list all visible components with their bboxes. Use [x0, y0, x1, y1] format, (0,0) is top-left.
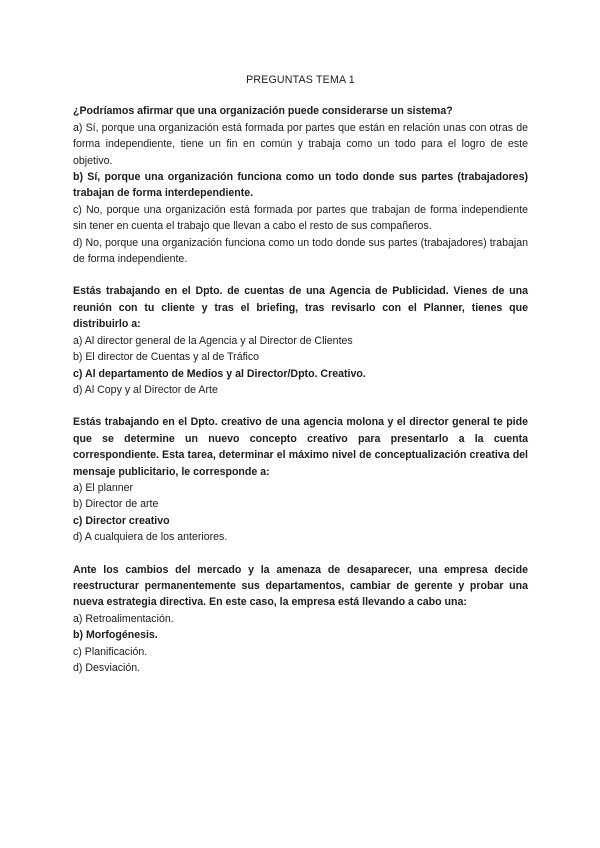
question-stem: Ante los cambios del mercado y la amenaza de desaparecer, una empresa decide reestructurar permanentemente sus departamentos, cambiar de gerente y probar una nueva estrategia directiva. En este caso, la empresa está llevando a cabo una:: [73, 563, 528, 609]
answer-option-b: b) Director de arte: [73, 498, 159, 511]
question-2: [73, 283, 528, 398]
answer-option-b-correct: b) Sí, porque una organización funciona como un todo donde sus partes (trabajadores) trabajan de forma interdependiente.: [73, 171, 528, 200]
question-3: [73, 414, 528, 545]
answer-option-c: c) Planificación.: [73, 645, 148, 658]
question-4: [73, 562, 528, 677]
answer-option-d: d) A cualquiera de los anteriores.: [73, 531, 228, 544]
question-stem: Estás trabajando en el Dpto. de cuentas de una Agencia de Publicidad. Vienes de una reunión con tu cliente y tras el briefing, tras revisarlo con el Planner, tienes que distribuirlo a:: [73, 285, 528, 331]
question-1: [73, 103, 528, 267]
answer-option-a: a) Al director general de la Agencia y al Director de Clientes: [73, 334, 353, 347]
answer-option-a: a) El planner: [73, 481, 134, 494]
answer-option-d: d) Desviación.: [73, 662, 141, 674]
answer-option-c-correct: c) Al departamento de Medios y al Director/Dpto. Creativo.: [73, 367, 366, 380]
answer-option-c-correct: c) Director creativo: [73, 514, 170, 527]
answer-option-b: b) El director de Cuentas y al de Tráfico: [73, 351, 260, 364]
document-title: PREGUNTAS TEMA 1: [246, 74, 355, 86]
answer-option-d: d) No, porque una organización funciona como un todo donde sus partes (trabajadores) trabajan de forma independiente.: [73, 236, 528, 266]
answer-option-b-correct: b) Morfogénesis.: [73, 629, 158, 642]
answer-option-d: d) Al Copy y al Director de Arte: [73, 383, 218, 396]
answer-option-a: a) Retroalimentación.: [73, 612, 174, 625]
question-stem: Estás trabajando en el Dpto. creativo de una agencia molona y el director general te pide que se determine un nuevo concepto creativo para presentarlo a la cuenta correspondiente. Esta tarea, determinar el máximo nivel de conceptualización creativa del mensaje publicitario, le corresponde a:: [73, 416, 528, 478]
answer-option-c: c) No, porque una organización está formada por partes que trabajan de forma independiente sin tener en cuenta el trabajo que llevan a cabo el resto de sus compañeros.: [73, 203, 528, 233]
answer-option-a: a) Sí, porque una organización está formada por partes que están en relación unas con otras de forma independiente, tiene un fin en común y trabaja como un todo para el logro de este objetivo.: [73, 121, 528, 167]
question-stem: ¿Podríamos afirmar que una organización puede considerarse un sistema?: [73, 105, 453, 118]
